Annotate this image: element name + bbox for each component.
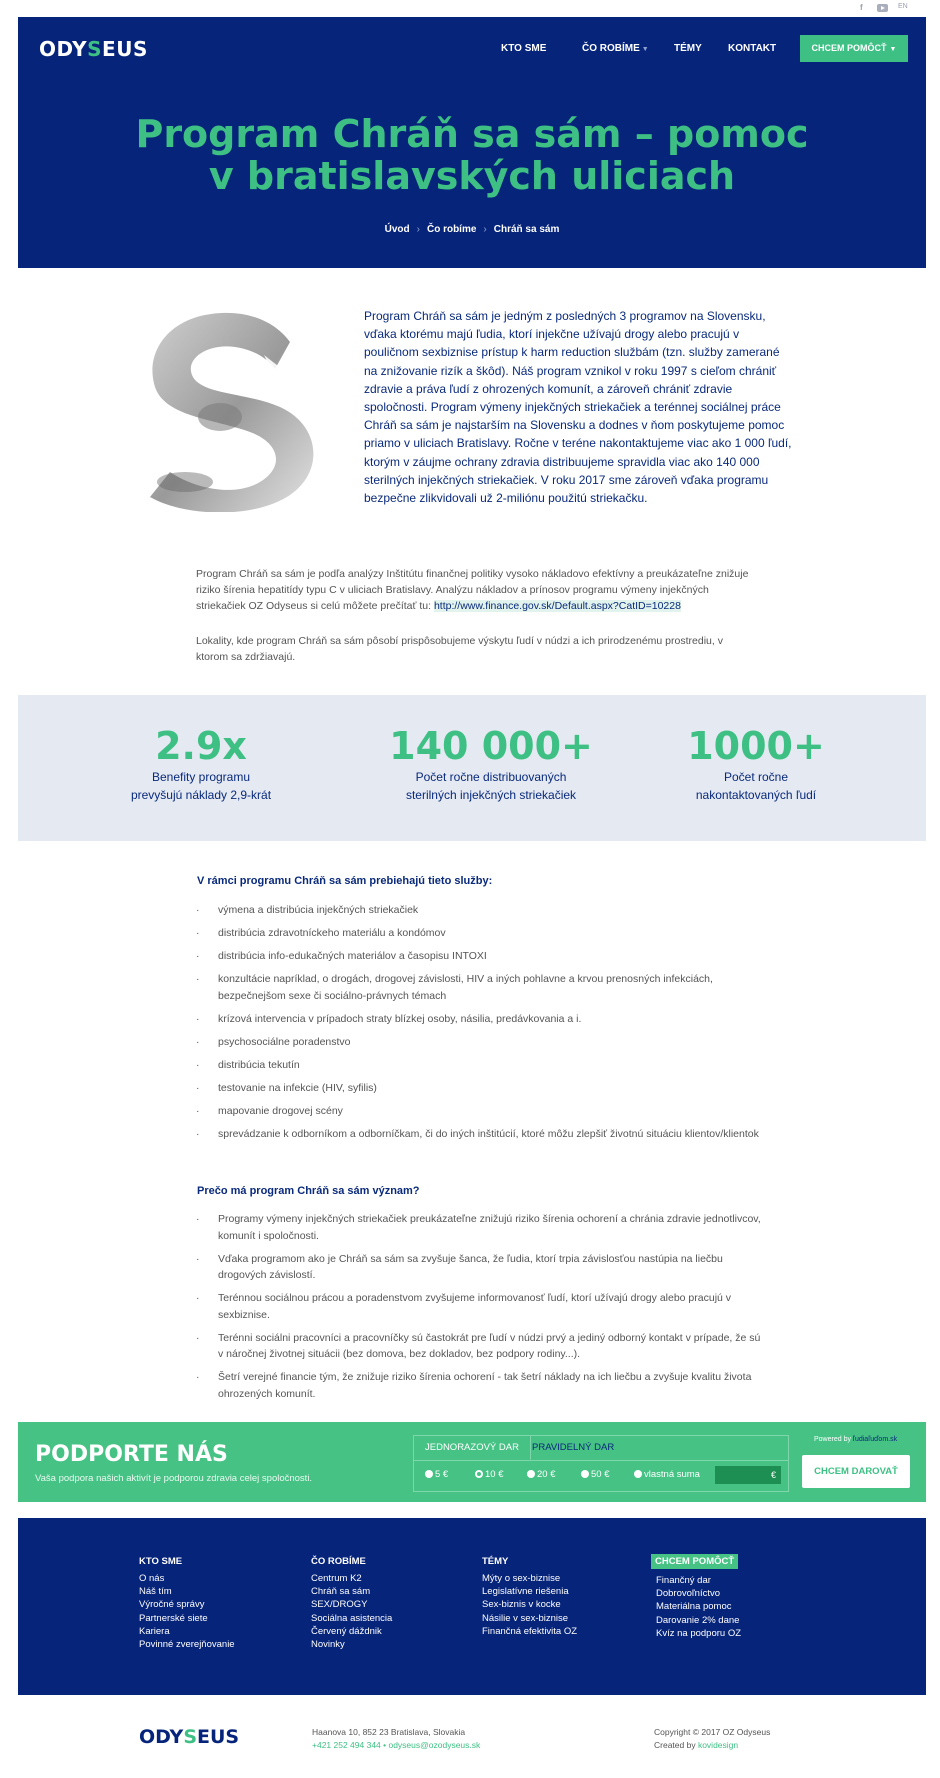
footer-heading[interactable]: CHCEM POMÔCŤ — [651, 1554, 738, 1569]
footer-heading[interactable]: TÉMY — [482, 1556, 509, 1567]
list-item: · distribúcia info-edukačných materiálov a časopisu INTOXI — [196, 948, 766, 965]
breadcrumb-uvod[interactable]: Úvod — [384, 224, 410, 235]
stat-value: 2.9x — [155, 724, 247, 768]
footer-link[interactable]: Materiálna pomoc — [656, 1601, 732, 1613]
tab-divider — [414, 1460, 788, 1461]
support-title: PODPORTE NÁS — [35, 1442, 228, 1467]
radio-icon — [425, 1470, 433, 1478]
page-title: Program Chráň sa sám – pomoc v bratislavských uliciach — [135, 112, 809, 198]
breadcrumb-co-robime[interactable]: Čo robíme — [426, 224, 477, 235]
stats-band — [18, 695, 926, 841]
tab-regular-gift[interactable]: PRAVIDELNÝ DAR — [532, 1442, 615, 1453]
copyright-text: Copyright © 2017 OZ Odyseus — [654, 1727, 771, 1737]
chevron-down-icon: ▼ — [641, 46, 649, 53]
footer-link[interactable]: Červený dáždnik — [311, 1625, 382, 1637]
footer-link[interactable]: O nás — [139, 1573, 165, 1584]
list-item: · psychosociálne poradenstvo — [196, 1034, 766, 1051]
address-text: Haanova 10, 852 23 Bratislava, Slovakia — [312, 1727, 466, 1737]
list-item: · Terénni sociálni pracovníci a pracovníčky sú častokrát pre ľudí v núdzi prvý a jediný odborný kontakt v prípade, že sú v náročnej životnej situácii (bez domova, bez dokladov, bez podpory rodiny...). — [196, 1330, 766, 1363]
powered-by-link[interactable]: ľudiaľuďom.sk — [852, 1436, 898, 1443]
footer-link[interactable]: Kvíz na podporu OZ — [656, 1627, 742, 1639]
services-heading: V rámci programu Chráň sa sám prebiehajú tieto služby: — [197, 875, 493, 887]
stat-label: Počet ročne nakontaktovaných ľudí — [695, 770, 817, 802]
list-item: · krízová intervencia v prípadoch straty blízkej osoby, násilia, predávkovania a i. — [196, 1011, 766, 1028]
radio-selected-icon — [475, 1470, 483, 1478]
locality-paragraph: Lokality, kde program Chráň sa sám pôsobí prispôsobujeme výskytu ľudí v núdzi a ich prirodzenému prostrediu, v ktorom sa zdržiavajú. — [196, 635, 723, 664]
footer-link[interactable]: Darovanie 2% dane — [656, 1614, 740, 1626]
footer-column-co-robime — [311, 1551, 392, 1651]
footer-link[interactable]: SEX/DROGY — [311, 1599, 368, 1611]
amount-option-50[interactable]: 50 € — [581, 1469, 610, 1480]
services-list — [196, 902, 766, 1149]
footer-link[interactable]: Náš tím — [139, 1586, 172, 1598]
tab-one-time-gift[interactable]: JEDNORAZOVÝ DAR — [414, 1436, 531, 1460]
list-item: · výmena a distribúcia injekčných striekačiek — [196, 902, 766, 919]
stat-syringes — [366, 725, 616, 804]
bottom-bar — [0, 1695, 940, 1778]
footer-nav — [18, 1518, 926, 1695]
created-by: Created by kovidesign — [654, 1740, 739, 1750]
footer-link[interactable]: Násilie v sex-biznise — [482, 1612, 569, 1624]
chevron-right-icon: › — [483, 224, 487, 235]
nav-kontakt[interactable]: KONTAKT — [728, 43, 777, 54]
kovidesign-link[interactable]: kovidesign — [697, 1740, 739, 1750]
footer-link[interactable]: Kariera — [139, 1625, 170, 1637]
contact-text[interactable]: +421 252 494 344 • odyseus@ozodyseus.sk — [312, 1740, 481, 1750]
list-item: · Terénnou sociálnou prácou a poradenstvom zvyšujeme informovanosť ľudí, ktorí užívajú drogy alebo pracujú v sexbiznise. — [196, 1290, 766, 1323]
donation-form — [413, 1435, 789, 1492]
youtube-icon[interactable] — [877, 4, 888, 12]
footer-link[interactable]: Výročné správy — [139, 1599, 205, 1611]
footer-link[interactable]: Mýty o sex-biznise — [482, 1573, 561, 1584]
amount-option-20[interactable]: 20 € — [527, 1469, 556, 1480]
stat-value: 140 000+ — [389, 724, 593, 768]
radio-icon — [581, 1470, 589, 1478]
support-subtitle: Vaša podpora našich aktivít je podporou zdravia celej spoločnosti. — [35, 1473, 313, 1484]
stat-label: Počet ročne distribuovaných sterilných injekčných striekačiek — [405, 770, 577, 802]
amount-option-10[interactable]: 10 € — [475, 1469, 504, 1480]
footer-link[interactable]: Finančný dar — [656, 1575, 711, 1586]
radio-icon — [527, 1470, 535, 1478]
list-item: · Šetrí verejné financie tým, že znižuje riziko šírenia ochorení - tak šetrí náklady na ich liečbu a zvyšuje kvalitu života ohrozených komunít. — [196, 1369, 766, 1402]
footer-link[interactable]: Legislatívne riešenia — [482, 1586, 569, 1598]
powered-by: Powered by ľudiaľuďom.sk — [814, 1436, 898, 1443]
footer-heading[interactable]: KTO SME — [139, 1556, 183, 1567]
chevron-right-icon: › — [416, 224, 420, 235]
analysis-paragraph: Program Chráň sa sám je podľa analýzy Inštitútu finančnej politiky vysoko nákladovo efektívny a preukázateľne znižuje riziko šírenia hepatitídy typu C v uliciach Bratislavy. Analýzu nákladov a prínosov programu výmeny injekčných striekačiek OZ Odyseus si celú môžete prečítať tu: http://www.finance.gov.sk/Default.aspx?CatID=10228 — [196, 568, 749, 613]
custom-amount-input[interactable]: € — [715, 1466, 781, 1484]
support-band — [18, 1422, 926, 1502]
list-item: · distribúcia tekutín — [196, 1057, 766, 1074]
donate-button[interactable]: CHCEM DAROVAŤ — [802, 1455, 910, 1488]
top-utility-bar — [0, 0, 940, 17]
amount-option-custom[interactable]: vlastná suma — [634, 1469, 700, 1480]
footer-link[interactable]: Sociálna asistencia — [311, 1612, 393, 1624]
footer-link[interactable]: Sex-biznis v kocke — [482, 1599, 561, 1611]
facebook-icon[interactable]: f — [860, 3, 863, 12]
list-item: · mapovanie drogovej scény — [196, 1103, 766, 1120]
breadcrumb — [18, 224, 926, 235]
nav-co-robime[interactable]: ČO ROBÍME ▼ — [582, 43, 649, 54]
footer-heading[interactable]: ČO ROBÍME — [311, 1556, 366, 1567]
list-item: · distribúcia zdravotníckeho materiálu a kondómov — [196, 925, 766, 942]
nav-temy[interactable]: TÉMY — [674, 43, 702, 54]
intro-text: Program Chráň sa sám je jedným z posledných 3 programov na Slovensku, vďaka ktorému majú ľudia, ktorí injekčne užívajú drogy alebo pracujú v pouličnom sexbiznise prístup k harm reduction službám (tzn. služby zamerané na znižovanie rizík a škôd). Náš program vznikol v roku 1997 s cieľom chrániť zdravie a práva ľudí z ohrozených komunít, a zároveň chrániť zdravie spoločnosti. Program výmeny injekčných striekačiek a terénnej sociálnej práce Chráň sa sám je najstarším na Slovensku a dodnes v ňom poskytujeme pomoc priamo v uliciach Bratislavy. Ročne v teréne nakontaktujeme viac ako 1 000 ľudí, ktorým v záujme ochrany zdravia distribuujeme spravidla viac ako 140 000 sterilných injekčných striekačiek. V roku 2017 sme zároveň vďaka programu bezpečne zlikvidovali už 2-miliónu použitú striekačku. — [364, 309, 792, 506]
chcem-pomoct-button[interactable]: CHCEM POMÔCŤ ▼ — [800, 35, 908, 62]
footer-column-temy — [482, 1551, 577, 1638]
radio-icon — [634, 1470, 642, 1478]
list-item: · sprevádzanie k odborníkom a odborníčkam, či do iných inštitúcií, ktoré môžu zlepšiť životnú situáciu klientov/klientok — [196, 1126, 766, 1143]
footer-logo[interactable]: ODYSEUS — [139, 1726, 240, 1748]
footer-link[interactable]: Finančná efektivita OZ — [482, 1625, 578, 1637]
stat-contacts — [656, 725, 856, 804]
site-logo[interactable]: ODYSEUS — [39, 37, 148, 61]
footer-link[interactable]: Novinky — [311, 1639, 345, 1651]
list-item: · konzultácie napríklad, o drogách, drogovej závislosti, HIV a iných pohlavne a krvou prenosných infekciách, bezpečnejšom sexe či sociálno-právnych témach — [196, 971, 766, 1004]
stat-benefits — [101, 725, 301, 804]
language-switch[interactable]: EN — [898, 3, 908, 10]
footer-copyright — [654, 1726, 770, 1752]
breadcrumb-current: Chráň sa sám — [493, 224, 560, 235]
footer-link[interactable]: Partnerské siete — [139, 1612, 208, 1624]
finance-analysis-link[interactable]: http://www.finance.gov.sk/Default.aspx?CatID=10228 — [433, 600, 681, 613]
stat-label: Benefity programu prevyšujú náklady 2,9-krát — [130, 770, 272, 802]
footer-link[interactable]: Dobrovoľníctvo — [656, 1588, 721, 1600]
footer-link[interactable]: Povinné zverejňovanie — [139, 1639, 235, 1651]
nav-kto-sme[interactable]: KTO SME — [501, 43, 547, 54]
list-item: · testovanie na infekcie (HIV, syfilis) — [196, 1080, 766, 1097]
footer-link[interactable]: Centrum K2 — [311, 1573, 362, 1584]
importance-list — [196, 1211, 766, 1409]
footer-address — [312, 1726, 480, 1752]
list-item: · Vďaka programom ako je Chráň sa sám sa zvyšuje šanca, že ľudia, ktorí trpia závislosťou nastúpia na liečbu drogových závislostí. — [196, 1251, 766, 1284]
footer-column-chcem-pomoct — [655, 1551, 741, 1640]
footer-link[interactable]: Chráň sa sám — [311, 1586, 371, 1598]
s-letter-photo-image — [140, 307, 325, 512]
importance-heading: Prečo má program Chráň sa sám význam? — [197, 1185, 420, 1197]
hero-header — [18, 17, 926, 268]
stat-value: 1000+ — [687, 724, 825, 768]
chevron-down-icon: ▼ — [889, 46, 897, 53]
amount-option-5[interactable]: 5 € — [425, 1469, 448, 1480]
footer-column-kto-sme — [139, 1551, 235, 1651]
list-item: · Programy výmeny injekčných striekačiek preukázateľne znižujú riziko šírenia ochorení a chránia zdravie jednotlivcov, komunít i spoločnosti. — [196, 1211, 766, 1244]
